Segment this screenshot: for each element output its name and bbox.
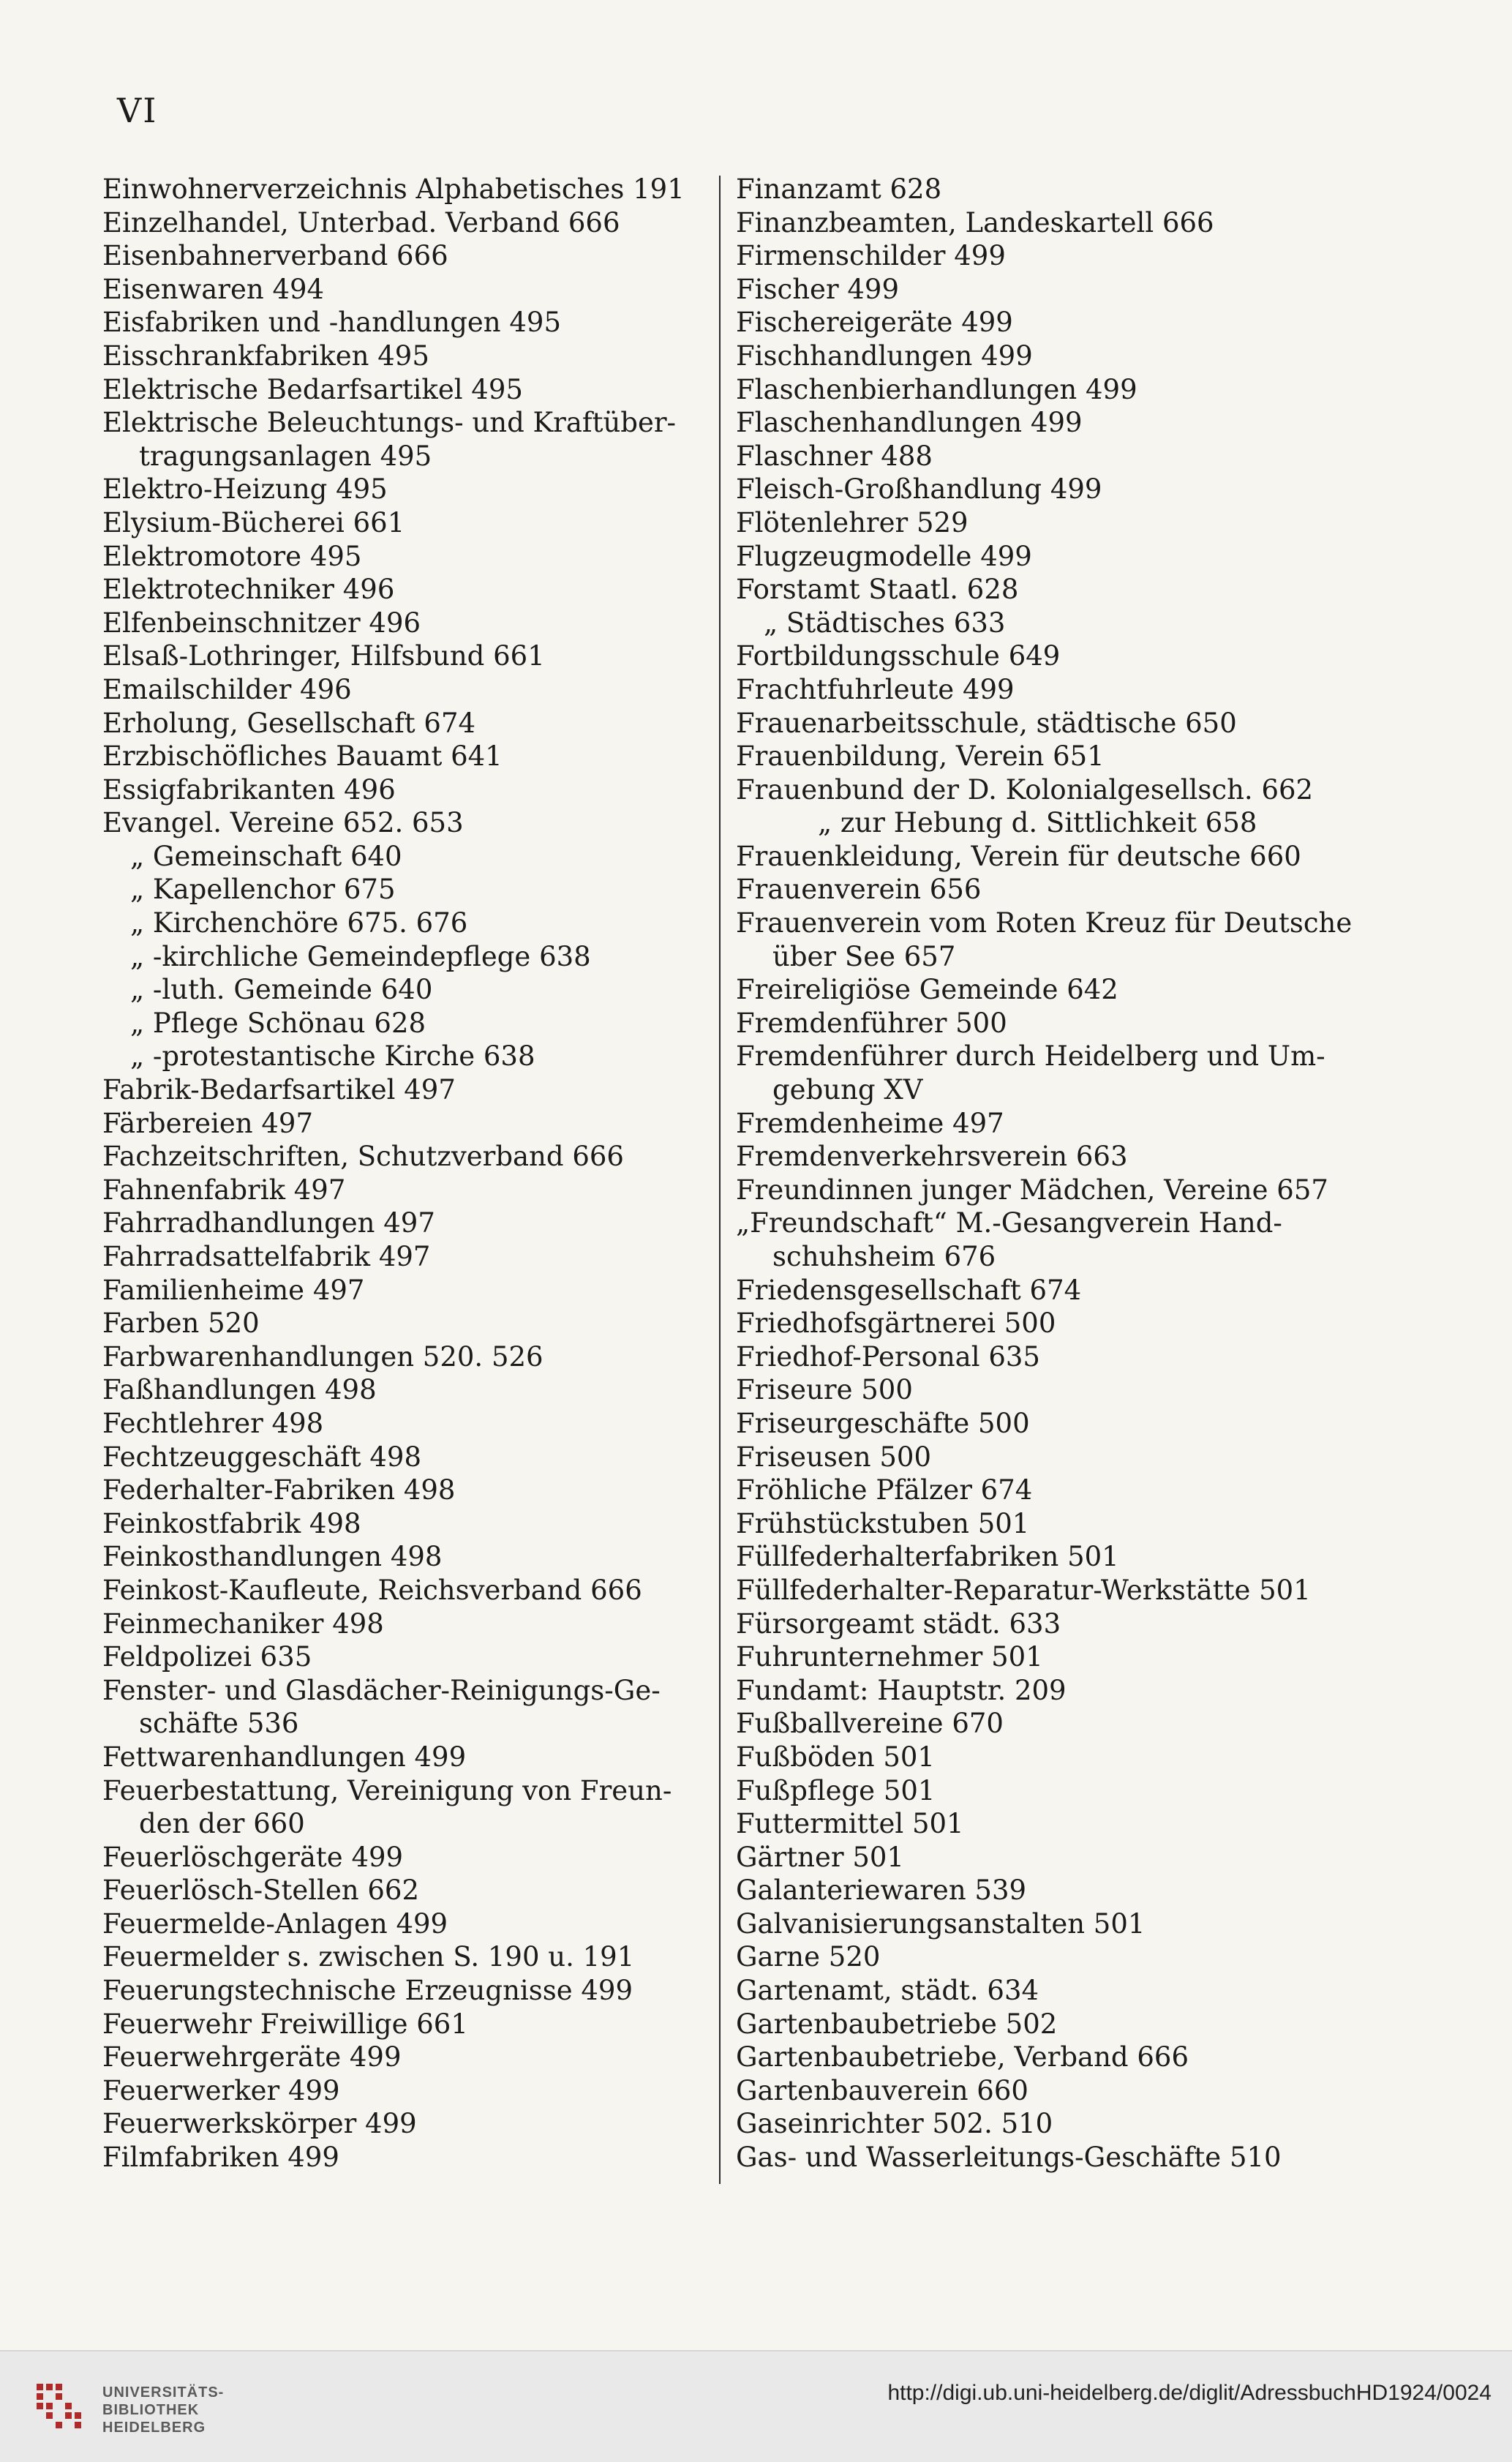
index-entry: Fahrradhandlungen 497	[102, 1207, 435, 1239]
index-entry: Forstamt Staatl. 628	[736, 574, 1019, 606]
index-entry: Fußballvereine 670	[736, 1708, 1004, 1740]
index-left-column	[102, 173, 710, 2174]
index-entry: Flugzeugmodelle 499	[736, 540, 1032, 572]
index-entry: Frauenkleidung, Verein für deutsche 660	[736, 840, 1301, 872]
index-entry: Fortbildungsschule 649	[736, 640, 1061, 672]
index-entry: Elysium-Bücherei 661	[102, 506, 405, 538]
index-entry: Fachzeitschriften, Schutzverband 666	[102, 1141, 624, 1173]
index-entry: „Freundschaft“ M.-Gesangverein Hand-	[736, 1207, 1282, 1239]
index-entry: Erholung, Gesellschaft 674	[102, 707, 476, 739]
index-entry: Elfenbeinschnitzer 496	[102, 607, 421, 639]
index-entry: Faßhandlungen 498	[102, 1374, 377, 1406]
index-entry: Gartenamt, städt. 634	[736, 1975, 1039, 2007]
logo-line: UNIVERSITÄTS-	[102, 2384, 225, 2401]
index-entry: Frauenbildung, Verein 651	[736, 740, 1105, 773]
index-entry: Erzbischöfliches Bauamt 641	[102, 740, 503, 773]
index-entry: Fechtzeuggeschäft 498	[102, 1441, 421, 1473]
index-entry-ditto: „ zur Hebung d. Sittlichkeit 658	[818, 807, 1257, 839]
index-entry: Frauenarbeitsschule, städtische 650	[736, 707, 1237, 739]
index-entry: Flaschner 488	[736, 440, 933, 472]
source-url-link[interactable]: http://digi.ub.uni-heidelberg.de/diglit/AdressbuchHD1924/0024	[887, 2381, 1492, 2405]
footer-bar	[0, 2350, 1512, 2462]
index-entry-continuation: tragungsanlagen 495	[139, 440, 432, 472]
index-entry: Fischer 499	[736, 273, 900, 305]
index-entry: Friseure 500	[736, 1374, 913, 1406]
index-entry: Elektromotore 495	[102, 540, 362, 572]
index-entry: Elektrische Bedarfsartikel 495	[102, 373, 523, 405]
index-entry: Fußböden 501	[736, 1741, 935, 1773]
index-entry-continuation: über See 657	[772, 940, 956, 972]
logo-line: BIBLIOTHEK	[102, 2402, 200, 2418]
index-entry: Emailschilder 496	[102, 673, 352, 705]
index-entry: Feuerwerkskörper 499	[102, 2108, 417, 2140]
index-entry: Fremdenverkehrsverein 663	[736, 1141, 1128, 1173]
index-entry: Fleisch-Großhandlung 499	[736, 473, 1102, 506]
index-entry: Frühstückstuben 501	[736, 1507, 1030, 1539]
index-entry: Eisenwaren 494	[102, 273, 325, 305]
index-entry: Feinkosthandlungen 498	[102, 1541, 443, 1573]
index-entry: Farbwarenhandlungen 520. 526	[102, 1340, 544, 1373]
index-entry: Fenster- und Glasdächer-Reinigungs-Ge-	[102, 1674, 661, 1706]
index-entry: Gärtner 501	[736, 1841, 904, 1873]
index-entry: Gartenbauverein 660	[736, 2074, 1028, 2106]
index-entry: Eisenbahnerverband 666	[102, 240, 448, 272]
index-entry: Fundamt: Hauptstr. 209	[736, 1674, 1067, 1706]
index-entry: Fuhrunternehmer 501	[736, 1641, 1043, 1673]
index-entry: Garne 520	[736, 1941, 881, 1973]
index-entry: Flaschenhandlungen 499	[736, 407, 1083, 439]
index-entry: Friedhof-Personal 635	[736, 1340, 1040, 1373]
index-entry-ditto: „ Kirchenchöre 675. 676	[130, 907, 468, 939]
index-entry: Feuermelder s. zwischen S. 190 u. 191	[102, 1941, 635, 1973]
index-entry: Feinkostfabrik 498	[102, 1507, 361, 1539]
index-entry: Elektrische Beleuchtungs- und Kraftüber-	[102, 407, 677, 439]
index-entry: Feuerbestattung, Vereinigung von Freun-	[102, 1774, 672, 1806]
index-entry: Flaschenbierhandlungen 499	[736, 373, 1137, 405]
index-entry: Feuermelde-Anlagen 499	[102, 1907, 448, 1940]
index-entry: Elektrotechniker 496	[102, 574, 395, 606]
index-entry: Friedensgesellschaft 674	[736, 1274, 1082, 1306]
index-entry: Evangel. Vereine 652. 653	[102, 807, 464, 839]
index-entry: Eisfabriken und -handlungen 495	[102, 307, 561, 339]
index-entry: Frachtfuhrleute 499	[736, 673, 1015, 705]
index-entry: Frauenverein 656	[736, 874, 982, 906]
index-entry: Eisschrankfabriken 495	[102, 339, 429, 372]
index-entry: Elsaß-Lothringer, Hilfsbund 661	[102, 640, 545, 672]
index-entry: Fremdenführer 500	[736, 1007, 1007, 1039]
index-entry: Gartenbaubetriebe, Verband 666	[736, 2041, 1189, 2073]
library-logo-icon	[32, 2379, 89, 2436]
index-entry: Feuerwerker 499	[102, 2074, 340, 2106]
index-entry-ditto: „ -protestantische Kirche 638	[130, 1040, 535, 1073]
index-entry: Galvanisierungsanstalten 501	[736, 1907, 1146, 1940]
index-entry: Einwohnerverzeichnis Alphabetisches 191	[102, 173, 685, 205]
index-entry: Fahnenfabrik 497	[102, 1174, 346, 1206]
page-number: VI	[117, 91, 158, 130]
index-entry: Flötenlehrer 529	[736, 506, 968, 538]
index-entry: Fahrradsattelfabrik 497	[102, 1241, 431, 1272]
index-entry-continuation: gebung XV	[772, 1074, 923, 1106]
index-entry-ditto: „ Städtisches 633	[764, 607, 1006, 639]
index-entry: Gas- und Wasserleitungs-Geschäfte 510	[736, 2142, 1282, 2174]
index-entry-ditto: „ Gemeinschaft 640	[130, 840, 402, 872]
index-entry: Frauenverein vom Roten Kreuz für Deutsche	[736, 907, 1353, 939]
index-entry: Feuerlösch-Stellen 662	[102, 1874, 419, 1907]
index-entry: Federhalter-Fabriken 498	[102, 1474, 456, 1506]
index-entry: Feuerungstechnische Erzeugnisse 499	[102, 1975, 633, 2007]
index-entry: Farben 520	[102, 1307, 260, 1340]
index-entry: Einzelhandel, Unterbad. Verband 666	[102, 206, 620, 239]
index-entry: Fußpflege 501	[736, 1774, 936, 1806]
index-entry: Finanzbeamten, Landeskartell 666	[736, 206, 1214, 239]
index-entry: Fremdenheime 497	[736, 1107, 1004, 1139]
index-entry: Feinmechaniker 498	[102, 1607, 384, 1640]
index-entry: Fischhandlungen 499	[736, 339, 1033, 372]
index-entry: Friseurgeschäfte 500	[736, 1407, 1030, 1439]
index-entry: Fabrik-Bedarfsartikel 497	[102, 1074, 456, 1106]
logo-line: HEIDELBERG	[102, 2420, 206, 2436]
index-entry: Gaseinrichter 502. 510	[736, 2108, 1053, 2140]
index-entry: Essigfabrikanten 496	[102, 773, 396, 806]
index-entry-ditto: „ Pflege Schönau 628	[130, 1007, 426, 1039]
index-entry: Feldpolizei 635	[102, 1641, 312, 1673]
index-entry: Familienheime 497	[102, 1274, 365, 1306]
index-entry: Finanzamt 628	[736, 173, 942, 205]
index-right-column	[736, 173, 1354, 2174]
index-entry-continuation: schuhsheim 676	[772, 1241, 996, 1272]
index-entry: Färbereien 497	[102, 1107, 314, 1139]
index-entry: Frauenbund der D. Kolonialgesellsch. 662	[736, 773, 1314, 806]
index-entry: Gartenbaubetriebe 502	[736, 2008, 1058, 2040]
index-entry: Filmfabriken 499	[102, 2142, 339, 2174]
index-entry: Füllfederhalter-Reparatur-Werkstätte 501	[736, 1574, 1311, 1606]
index-entry: Fremdenführer durch Heidelberg und Um-	[736, 1040, 1325, 1073]
index-entry: Galanteriewaren 539	[736, 1874, 1027, 1907]
index-entry-ditto: „ -luth. Gemeinde 640	[130, 974, 433, 1006]
index-entry: Feuerlöschgeräte 499	[102, 1841, 404, 1873]
index-entry: Friseusen 500	[736, 1441, 932, 1473]
index-entry: Freundinnen junger Mädchen, Vereine 657	[736, 1174, 1328, 1206]
index-entry-continuation: den der 660	[139, 1808, 305, 1840]
index-entry: Fürsorgeamt städt. 633	[736, 1607, 1061, 1640]
index-entry: Firmenschilder 499	[736, 240, 1006, 272]
index-entry: Füllfederhalterfabriken 501	[736, 1541, 1119, 1573]
column-divider	[719, 176, 721, 2184]
index-entry: Futtermittel 501	[736, 1808, 964, 1840]
index-entry: Feuerwehr Freiwillige 661	[102, 2008, 468, 2040]
index-entry-ditto: „ Kapellenchor 675	[130, 874, 396, 906]
index-entry: Friedhofsgärtnerei 500	[736, 1307, 1056, 1340]
index-entry: Fröhliche Pfälzer 674	[736, 1474, 1033, 1506]
index-entry: Freireligiöse Gemeinde 642	[736, 974, 1118, 1006]
index-entry: Fettwarenhandlungen 499	[102, 1741, 467, 1773]
index-entry: Fischereigeräte 499	[736, 307, 1013, 339]
index-entry-continuation: schäfte 536	[139, 1708, 299, 1740]
index-entry: Feuerwehrgeräte 499	[102, 2041, 402, 2073]
index-entry: Elektro-Heizung 495	[102, 473, 388, 506]
index-entry-ditto: „ -kirchliche Gemeindepflege 638	[130, 940, 591, 972]
index-entry: Feinkost-Kaufleute, Reichsverband 666	[102, 1574, 642, 1606]
library-logo-text	[102, 2384, 224, 2436]
index-entry: Fechtlehrer 498	[102, 1407, 324, 1439]
